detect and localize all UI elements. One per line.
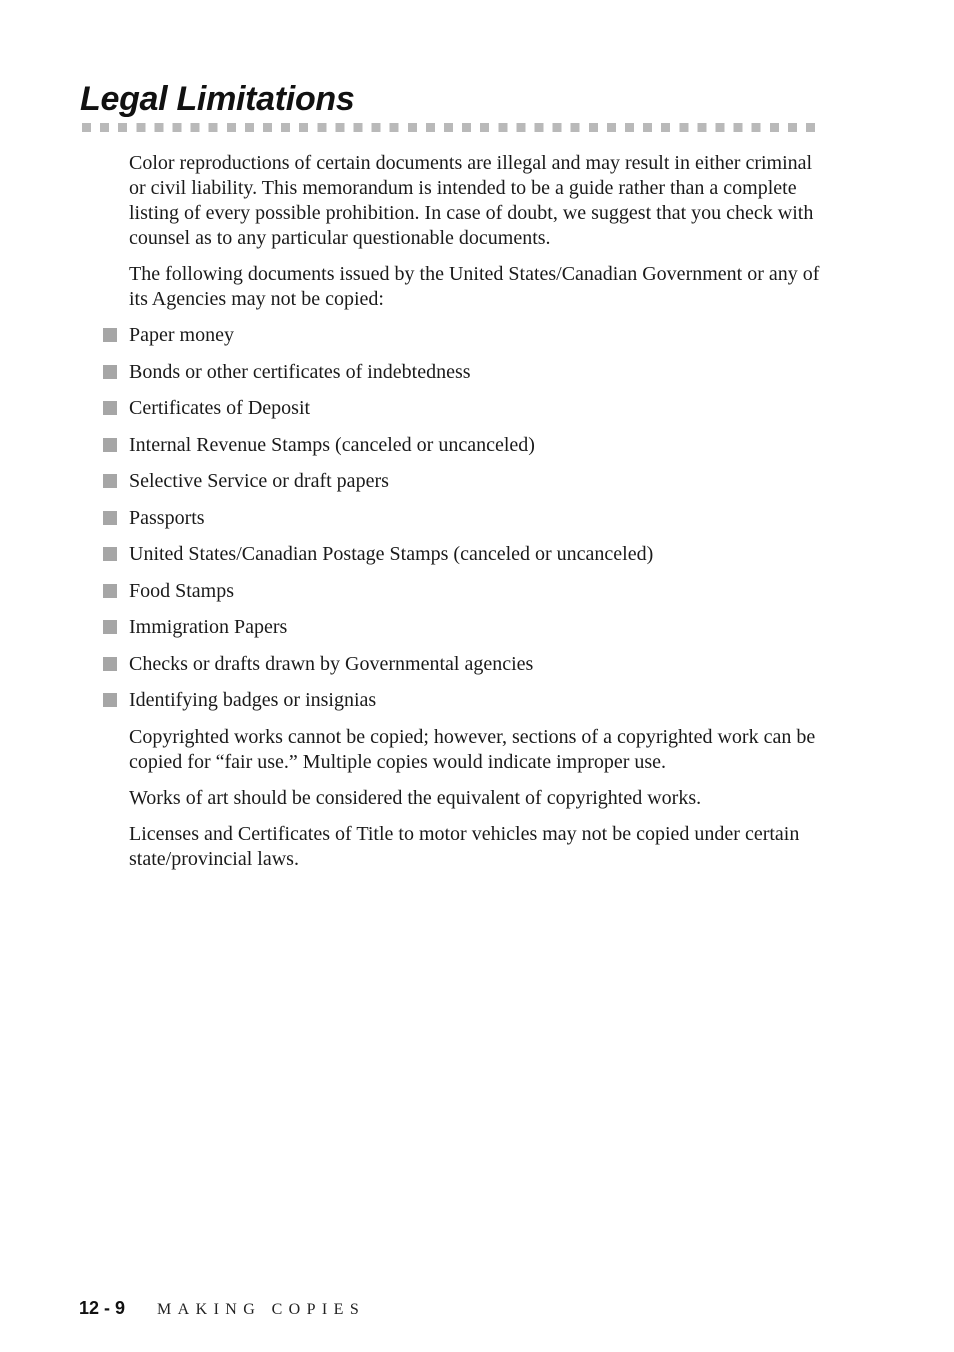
square-bullet-icon xyxy=(103,511,117,525)
closing-paragraph: Copyrighted works cannot be copied; however, sections of a copyrighted work can be copied for “fair use.” Multiple copies would indicate improper use. xyxy=(129,725,816,773)
square-bullet-icon xyxy=(103,401,117,415)
closing-paragraph: Works of art should be considered the equivalent of copyrighted works. xyxy=(129,786,702,809)
list-item-text: Certificates of Deposit xyxy=(129,397,311,419)
square-bullet-icon xyxy=(103,584,117,598)
page-footer xyxy=(79,1298,365,1319)
list-item-text: Immigration Papers xyxy=(129,616,288,638)
square-bullet-icon xyxy=(103,620,117,634)
list-item-text: Food Stamps xyxy=(129,579,235,602)
list-item-text: Paper money xyxy=(129,324,234,346)
list-item-text: Bonds or other certificates of indebtedness xyxy=(129,360,471,383)
square-bullet-icon xyxy=(103,328,117,342)
list-item xyxy=(129,469,829,494)
intro-paragraph: Color reproductions of certain documents are illegal and may result in either criminal or civil liability. This memorandum is intended to be a guide rather than a complete listing of every possible prohibition. In case of doubt, we suggest that you check with counsel as to any particular questionable documents. xyxy=(129,152,814,249)
page-title: Legal Limitations xyxy=(80,80,355,118)
list-item xyxy=(129,396,829,421)
intro-paragraph: The following documents issued by the United States/Canadian Government or any of its Agencies may not be copied: xyxy=(129,263,820,310)
list-item-text: Internal Revenue Stamps (canceled or uncanceled) xyxy=(129,433,535,456)
main-content xyxy=(129,151,829,883)
closing-paragraph: Licenses and Certificates of Title to motor vehicles may not be copied under certain state/provincial laws. xyxy=(129,822,800,870)
list-item-text: Passports xyxy=(129,506,205,529)
prohibited-documents-list xyxy=(129,323,829,713)
list-item-text: United States/Canadian Postage Stamps (canceled or uncanceled) xyxy=(129,543,654,565)
section-name: MAKING COPIES xyxy=(157,1301,366,1318)
square-bullet-icon xyxy=(103,693,117,707)
list-item-text: Selective Service or draft papers xyxy=(129,470,389,492)
list-item xyxy=(129,688,829,713)
square-bullet-icon xyxy=(103,547,117,561)
list-item xyxy=(129,323,829,348)
square-bullet-icon xyxy=(103,365,117,379)
square-bullet-icon xyxy=(103,657,117,671)
square-bullet-icon xyxy=(103,438,117,452)
list-item xyxy=(129,506,829,531)
list-item xyxy=(129,360,829,385)
list-item xyxy=(129,652,829,677)
square-bullet-icon xyxy=(103,474,117,488)
list-item xyxy=(129,579,829,604)
page-number: 12 - 9 xyxy=(79,1298,126,1318)
list-item xyxy=(129,542,829,567)
list-item xyxy=(129,433,829,458)
list-item-text: Checks or drafts drawn by Governmental agencies xyxy=(129,652,534,675)
list-item xyxy=(129,615,829,640)
list-item-text: Identifying badges or insignias xyxy=(129,689,377,711)
heading-divider xyxy=(82,123,824,132)
